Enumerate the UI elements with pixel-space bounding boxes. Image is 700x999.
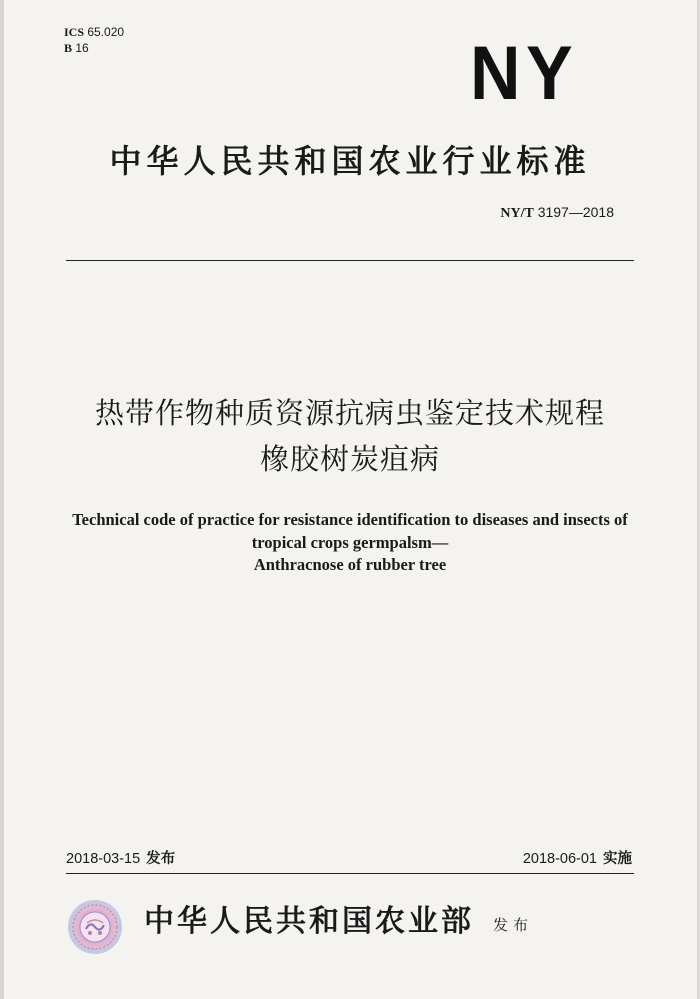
standard-type-title: 中华人民共和国农业行业标准	[109, 142, 591, 180]
implementation-date-value: 2018-06-01	[522, 851, 597, 867]
issue-date	[66, 850, 175, 868]
standard-code-number: 3197—2018	[537, 204, 614, 220]
ics-label: ICS	[64, 25, 85, 39]
title-zh-line1: 热带作物种质资源抗病虫鉴定技术规程	[94, 396, 605, 430]
ics-value: 65.020	[87, 25, 125, 39]
ccs-code	[64, 41, 89, 55]
implementation-date	[523, 850, 632, 868]
scan-edge-left	[0, 0, 4, 999]
title-en-line2: tropical crops germpalsm—	[251, 533, 449, 552]
ccs-label: B	[64, 41, 73, 55]
issuing-authority-suffix: 发布	[493, 916, 534, 934]
standard-code	[500, 204, 614, 222]
title-zh-line2: 橡胶树炭疽病	[259, 442, 440, 476]
implementation-date-label: 实施	[603, 851, 632, 867]
bottom-divider	[66, 873, 634, 874]
top-divider	[66, 260, 634, 261]
issuing-authority: 中华人民共和国农业部	[144, 904, 474, 939]
ccs-value: 16	[75, 41, 89, 55]
ics-code	[64, 25, 124, 39]
standard-code-prefix: NY/T	[500, 206, 534, 221]
anti-counterfeit-seal-icon	[66, 898, 124, 956]
title-en-line1: Technical code of practice for resistance identification to diseases and insects of	[72, 510, 628, 529]
title-en-line3: Anthracnose of rubber tree	[253, 555, 447, 574]
ny-logo: NY	[470, 31, 579, 116]
issue-date-value: 2018-03-15	[66, 851, 141, 867]
issue-date-label: 发布	[146, 851, 176, 867]
